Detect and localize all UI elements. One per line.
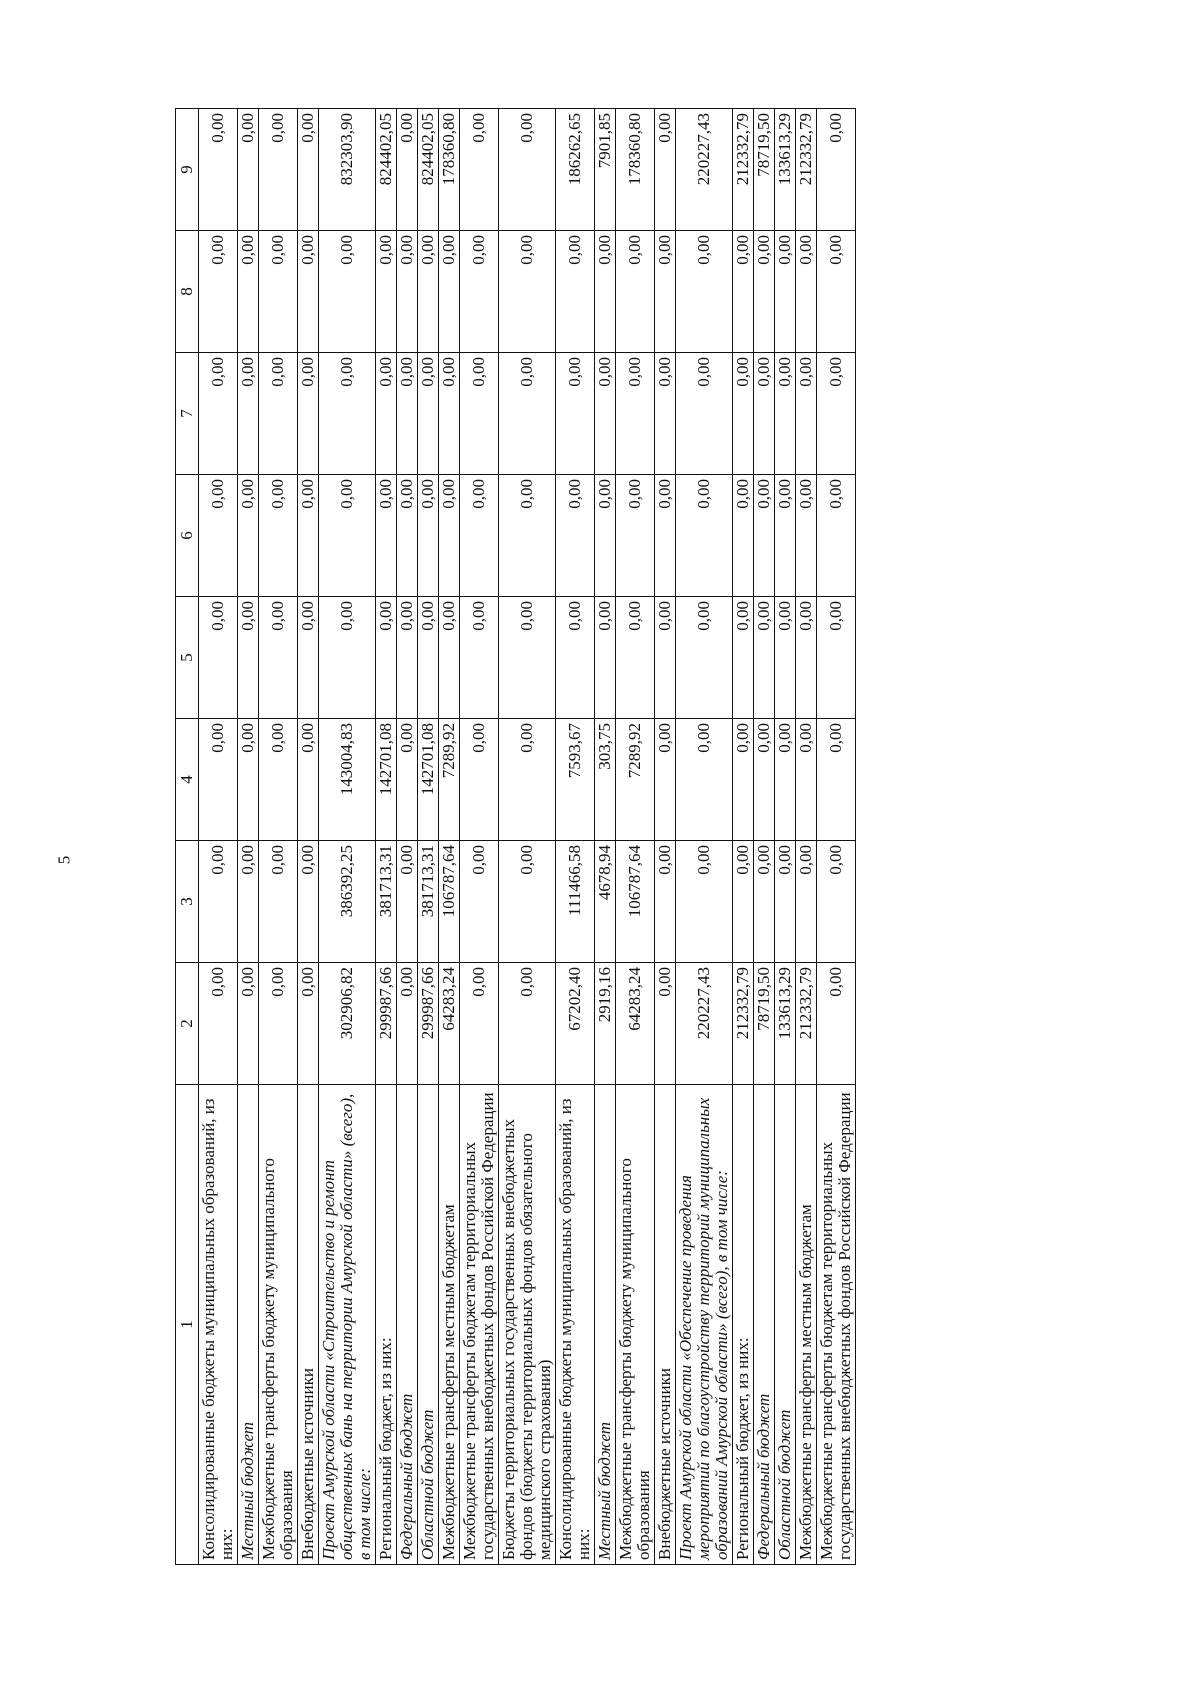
row-label: Федеральный бюджет xyxy=(397,1085,418,1565)
value-cell: 0,00 xyxy=(259,353,298,475)
value-cell: 0,00 xyxy=(616,597,655,719)
value-cell: 78719,50 xyxy=(754,109,775,231)
value-cell: 0,00 xyxy=(676,353,733,475)
value-cell: 0,00 xyxy=(499,963,556,1085)
value-cell: 0,00 xyxy=(199,841,238,963)
value-cell: 7289,92 xyxy=(616,719,655,841)
value-cell: 381713,31 xyxy=(418,841,439,963)
column-header: 1 xyxy=(176,1085,199,1565)
value-cell: 0,00 xyxy=(754,719,775,841)
value-cell: 0,00 xyxy=(775,841,796,963)
value-cell: 212332,79 xyxy=(733,109,754,231)
row-label: Межбюджетные трансферты бюджету муниципального образования xyxy=(259,1085,298,1565)
table-row xyxy=(298,109,319,1565)
value-cell: 78719,50 xyxy=(754,963,775,1085)
value-cell: 0,00 xyxy=(796,841,817,963)
value-cell: 186262,65 xyxy=(556,109,595,231)
value-cell: 0,00 xyxy=(418,353,439,475)
value-cell: 0,00 xyxy=(460,963,499,1085)
value-cell: 0,00 xyxy=(460,719,499,841)
value-cell: 824402,05 xyxy=(376,109,397,231)
table-row xyxy=(754,109,775,1565)
row-label: Региональный бюджет, из них: xyxy=(733,1085,754,1565)
value-cell: 0,00 xyxy=(259,109,298,231)
value-cell: 0,00 xyxy=(676,841,733,963)
value-cell: 133613,29 xyxy=(775,963,796,1085)
row-label: Местный бюджет xyxy=(595,1085,616,1565)
value-cell: 0,00 xyxy=(817,963,856,1085)
value-cell: 0,00 xyxy=(298,719,319,841)
value-cell: 0,00 xyxy=(298,963,319,1085)
row-label: Межбюджетные трансферты бюджетам территориальных государственных внебюджетных фондов Российской Федерации xyxy=(817,1085,856,1565)
value-cell: 0,00 xyxy=(199,109,238,231)
row-label: Проект Амурской области «Обеспечение проведения мероприятий по благоустройству территорий муниципальных образований Амурской области» (всего), в том числе: xyxy=(676,1085,733,1565)
value-cell: 0,00 xyxy=(238,353,259,475)
row-label: Консолидированные бюджеты муниципальных образований, из них: xyxy=(199,1085,238,1565)
value-cell: 0,00 xyxy=(199,597,238,719)
value-cell: 212332,79 xyxy=(796,963,817,1085)
row-label: Внебюджетные источники xyxy=(655,1085,676,1565)
value-cell: 0,00 xyxy=(460,597,499,719)
value-cell: 212332,79 xyxy=(796,109,817,231)
value-cell: 0,00 xyxy=(616,475,655,597)
table-body xyxy=(199,109,856,1565)
value-cell: 0,00 xyxy=(616,353,655,475)
value-cell: 0,00 xyxy=(655,963,676,1085)
value-cell: 0,00 xyxy=(238,109,259,231)
value-cell: 0,00 xyxy=(499,475,556,597)
header-row xyxy=(176,109,199,1565)
value-cell: 0,00 xyxy=(733,841,754,963)
value-cell: 0,00 xyxy=(319,475,376,597)
table-row xyxy=(397,109,418,1565)
value-cell: 824402,05 xyxy=(418,109,439,231)
table-row xyxy=(655,109,676,1565)
row-label: Областной бюджет xyxy=(418,1085,439,1565)
value-cell: 0,00 xyxy=(397,353,418,475)
value-cell: 0,00 xyxy=(796,475,817,597)
value-cell: 0,00 xyxy=(676,719,733,841)
row-label: Межбюджетные трансферты местным бюджетам xyxy=(796,1085,817,1565)
value-cell: 178360,80 xyxy=(616,109,655,231)
value-cell: 0,00 xyxy=(397,475,418,597)
table-row xyxy=(499,109,556,1565)
value-cell: 106787,64 xyxy=(616,841,655,963)
value-cell: 0,00 xyxy=(817,231,856,353)
value-cell: 0,00 xyxy=(319,231,376,353)
value-cell: 303,75 xyxy=(595,719,616,841)
value-cell: 0,00 xyxy=(199,475,238,597)
value-cell: 111466,58 xyxy=(556,841,595,963)
value-cell: 0,00 xyxy=(238,841,259,963)
column-header: 7 xyxy=(176,353,199,475)
value-cell: 0,00 xyxy=(499,841,556,963)
value-cell: 0,00 xyxy=(238,475,259,597)
value-cell: 0,00 xyxy=(817,353,856,475)
table-row xyxy=(376,109,397,1565)
table-row xyxy=(595,109,616,1565)
value-cell: 7593,67 xyxy=(556,719,595,841)
value-cell: 0,00 xyxy=(556,597,595,719)
value-cell: 381713,31 xyxy=(376,841,397,963)
value-cell: 0,00 xyxy=(199,719,238,841)
value-cell: 0,00 xyxy=(655,597,676,719)
value-cell: 0,00 xyxy=(796,719,817,841)
value-cell: 0,00 xyxy=(499,597,556,719)
value-cell: 0,00 xyxy=(259,475,298,597)
value-cell: 0,00 xyxy=(655,109,676,231)
table-row xyxy=(418,109,439,1565)
value-cell: 0,00 xyxy=(376,231,397,353)
value-cell: 0,00 xyxy=(439,475,460,597)
value-cell: 0,00 xyxy=(418,475,439,597)
value-cell: 0,00 xyxy=(817,597,856,719)
value-cell: 64283,24 xyxy=(616,963,655,1085)
value-cell: 0,00 xyxy=(259,719,298,841)
value-cell: 0,00 xyxy=(298,353,319,475)
column-header: 4 xyxy=(176,719,199,841)
table-row xyxy=(733,109,754,1565)
value-cell: 0,00 xyxy=(775,231,796,353)
value-cell: 0,00 xyxy=(499,719,556,841)
value-cell: 0,00 xyxy=(796,353,817,475)
value-cell: 178360,80 xyxy=(439,109,460,231)
value-cell: 0,00 xyxy=(754,475,775,597)
table-row xyxy=(676,109,733,1565)
value-cell: 0,00 xyxy=(460,353,499,475)
value-cell: 302906,82 xyxy=(319,963,376,1085)
value-cell: 299987,66 xyxy=(418,963,439,1085)
row-label: Межбюджетные трансферты бюджетам территориальных государственных внебюджетных фондов Российской Федерации xyxy=(460,1085,499,1565)
value-cell: 0,00 xyxy=(238,597,259,719)
value-cell: 299987,66 xyxy=(376,963,397,1085)
value-cell: 7289,92 xyxy=(439,719,460,841)
value-cell: 2919,16 xyxy=(595,963,616,1085)
value-cell: 0,00 xyxy=(319,597,376,719)
table-row xyxy=(238,109,259,1565)
value-cell: 67202,40 xyxy=(556,963,595,1085)
column-header: 5 xyxy=(176,597,199,719)
value-cell: 0,00 xyxy=(655,353,676,475)
budget-table xyxy=(175,108,856,1565)
row-label: Местный бюджет xyxy=(238,1085,259,1565)
value-cell: 0,00 xyxy=(733,719,754,841)
value-cell: 0,00 xyxy=(817,719,856,841)
column-header: 3 xyxy=(176,841,199,963)
value-cell: 0,00 xyxy=(676,597,733,719)
value-cell: 7901,85 xyxy=(595,109,616,231)
value-cell: 0,00 xyxy=(499,353,556,475)
value-cell: 0,00 xyxy=(676,231,733,353)
row-label: Внебюджетные источники xyxy=(298,1085,319,1565)
value-cell: 64283,24 xyxy=(439,963,460,1085)
table-row xyxy=(817,109,856,1565)
value-cell: 0,00 xyxy=(199,963,238,1085)
value-cell: 0,00 xyxy=(298,231,319,353)
value-cell: 0,00 xyxy=(418,597,439,719)
value-cell: 0,00 xyxy=(418,231,439,353)
row-label: Консолидированные бюджеты муниципальных образований, из них: xyxy=(556,1085,595,1565)
column-header: 6 xyxy=(176,475,199,597)
value-cell: 0,00 xyxy=(595,353,616,475)
value-cell: 0,00 xyxy=(439,597,460,719)
value-cell: 0,00 xyxy=(499,109,556,231)
value-cell: 386392,25 xyxy=(319,841,376,963)
value-cell: 4678,94 xyxy=(595,841,616,963)
value-cell: 0,00 xyxy=(676,475,733,597)
value-cell: 0,00 xyxy=(238,231,259,353)
value-cell: 0,00 xyxy=(733,231,754,353)
value-cell: 0,00 xyxy=(754,353,775,475)
value-cell: 0,00 xyxy=(376,353,397,475)
value-cell: 0,00 xyxy=(397,231,418,353)
value-cell: 0,00 xyxy=(238,719,259,841)
row-label: Федеральный бюджет xyxy=(754,1085,775,1565)
value-cell: 0,00 xyxy=(460,231,499,353)
value-cell: 0,00 xyxy=(298,841,319,963)
row-label: Региональный бюджет, из них: xyxy=(376,1085,397,1565)
value-cell: 0,00 xyxy=(775,597,796,719)
value-cell: 0,00 xyxy=(319,353,376,475)
value-cell: 0,00 xyxy=(499,231,556,353)
value-cell: 0,00 xyxy=(754,231,775,353)
row-label: Межбюджетные трансферты местным бюджетам xyxy=(439,1085,460,1565)
value-cell: 0,00 xyxy=(817,109,856,231)
value-cell: 142701,08 xyxy=(376,719,397,841)
value-cell: 142701,08 xyxy=(418,719,439,841)
table-row xyxy=(556,109,595,1565)
value-cell: 0,00 xyxy=(439,353,460,475)
table-row xyxy=(460,109,499,1565)
table-row xyxy=(775,109,796,1565)
value-cell: 0,00 xyxy=(796,231,817,353)
value-cell: 0,00 xyxy=(397,963,418,1085)
value-cell: 143004,83 xyxy=(319,719,376,841)
column-header: 9 xyxy=(176,109,199,231)
budget-table-container xyxy=(175,109,1113,1565)
value-cell: 0,00 xyxy=(817,841,856,963)
value-cell: 0,00 xyxy=(238,963,259,1085)
value-cell: 0,00 xyxy=(259,231,298,353)
value-cell: 0,00 xyxy=(460,475,499,597)
value-cell: 0,00 xyxy=(775,475,796,597)
table-row xyxy=(439,109,460,1565)
value-cell: 220227,43 xyxy=(676,109,733,231)
value-cell: 0,00 xyxy=(397,841,418,963)
value-cell: 0,00 xyxy=(556,353,595,475)
table-row xyxy=(319,109,376,1565)
value-cell: 0,00 xyxy=(655,841,676,963)
table-row xyxy=(259,109,298,1565)
row-label: Областной бюджет xyxy=(775,1085,796,1565)
value-cell: 0,00 xyxy=(556,475,595,597)
value-cell: 0,00 xyxy=(460,841,499,963)
value-cell: 0,00 xyxy=(817,475,856,597)
value-cell: 0,00 xyxy=(298,597,319,719)
row-label: Межбюджетные трансферты бюджету муниципального образования xyxy=(616,1085,655,1565)
value-cell: 0,00 xyxy=(298,475,319,597)
value-cell: 133613,29 xyxy=(775,109,796,231)
value-cell: 220227,43 xyxy=(676,963,733,1085)
value-cell: 0,00 xyxy=(460,109,499,231)
value-cell: 0,00 xyxy=(616,231,655,353)
table-header xyxy=(176,109,199,1565)
value-cell: 0,00 xyxy=(754,597,775,719)
value-cell: 106787,64 xyxy=(439,841,460,963)
value-cell: 0,00 xyxy=(655,231,676,353)
value-cell: 0,00 xyxy=(775,353,796,475)
row-label: Проект Амурской области «Строительство и ремонт общественных бань на территории Амурской области» (всего), в том числе: xyxy=(319,1085,376,1565)
value-cell: 0,00 xyxy=(397,719,418,841)
table-row xyxy=(796,109,817,1565)
column-header: 2 xyxy=(176,963,199,1085)
value-cell: 0,00 xyxy=(595,475,616,597)
table-row xyxy=(616,109,655,1565)
value-cell: 0,00 xyxy=(595,597,616,719)
value-cell: 0,00 xyxy=(733,597,754,719)
column-header: 8 xyxy=(176,231,199,353)
value-cell: 0,00 xyxy=(397,597,418,719)
page-number: 5 xyxy=(54,855,74,865)
value-cell: 0,00 xyxy=(655,475,676,597)
value-cell: 0,00 xyxy=(733,475,754,597)
value-cell: 0,00 xyxy=(397,109,418,231)
value-cell: 212332,79 xyxy=(733,963,754,1085)
value-cell: 0,00 xyxy=(259,963,298,1085)
value-cell: 0,00 xyxy=(376,597,397,719)
row-label: Бюджеты территориальных государственных внебюджетных фондов (бюджеты территориальных фондов обязательного медицинского страхования) xyxy=(499,1085,556,1565)
value-cell: 0,00 xyxy=(439,231,460,353)
value-cell: 0,00 xyxy=(259,597,298,719)
value-cell: 0,00 xyxy=(199,231,238,353)
value-cell: 0,00 xyxy=(733,353,754,475)
value-cell: 0,00 xyxy=(754,841,775,963)
value-cell: 0,00 xyxy=(376,475,397,597)
value-cell: 0,00 xyxy=(775,719,796,841)
value-cell: 0,00 xyxy=(655,719,676,841)
table-row xyxy=(199,109,238,1565)
value-cell: 0,00 xyxy=(259,841,298,963)
value-cell: 0,00 xyxy=(556,231,595,353)
value-cell: 0,00 xyxy=(298,109,319,231)
value-cell: 0,00 xyxy=(199,353,238,475)
value-cell: 832303,90 xyxy=(319,109,376,231)
value-cell: 0,00 xyxy=(595,231,616,353)
value-cell: 0,00 xyxy=(796,597,817,719)
